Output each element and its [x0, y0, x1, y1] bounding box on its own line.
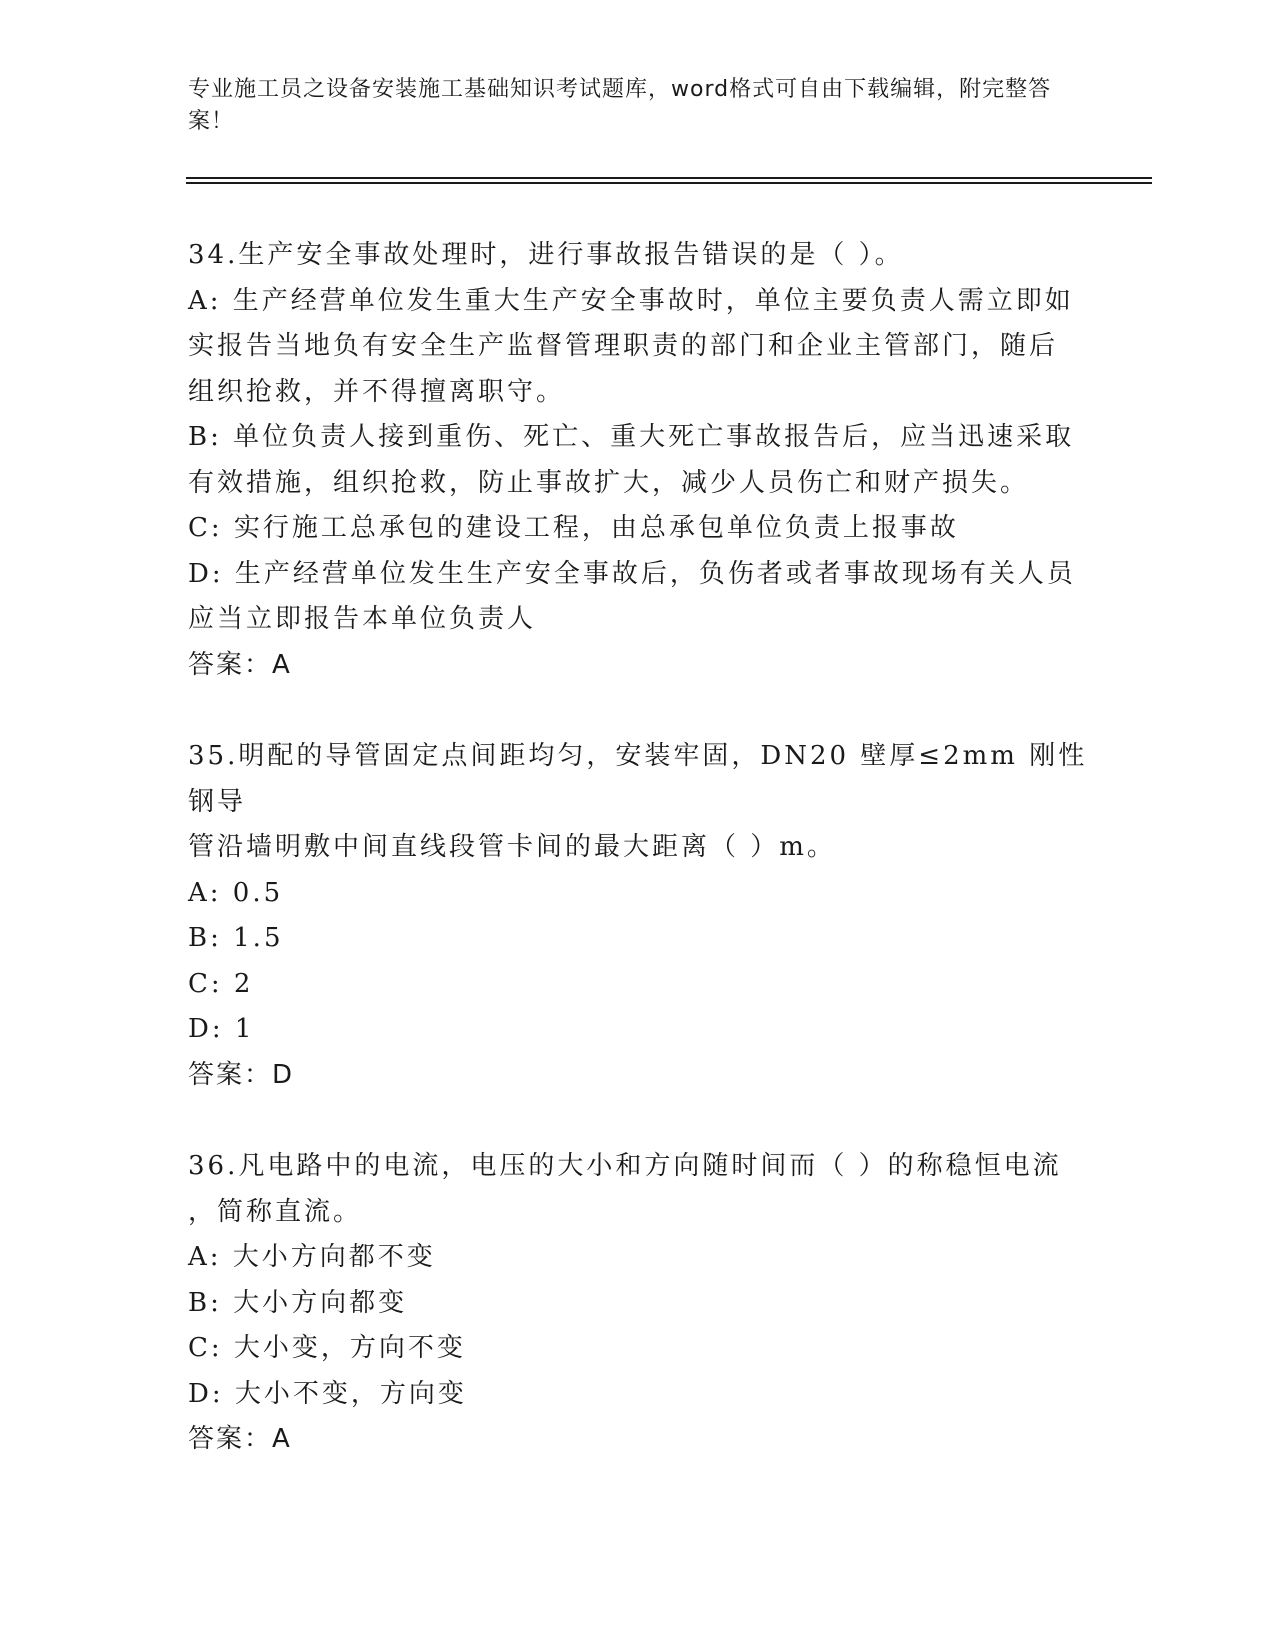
question-34: [188, 233, 1088, 688]
option-a-cont: 实报告当地负有安全生产监督管理职责的部门和企业主管部门，随后: [188, 331, 1059, 361]
document-header: 专业施工员之设备安装施工基础知识考试题库，word格式可自由下载编辑，附完整答案！: [188, 77, 1052, 134]
question-stem-cont: 管沿墙明敷中间直线段管卡间的最大距离（ ）m。: [188, 832, 836, 862]
option-b-cont: 有效措施，组织抢救，防止事故扩大，减少人员伤亡和财产损失。: [188, 467, 1030, 498]
option-d-cont: 应当立即报告本单位负责人: [188, 604, 537, 634]
option-c: C: 2: [188, 968, 254, 999]
question-36: [188, 1144, 1088, 1463]
option-a: A: 大小方向都不变: [188, 1242, 436, 1272]
question-35: [188, 734, 1088, 1098]
question-stem: 36.凡电路中的电流，电压的大小和方向随时间而（ ）的称稳恒电流: [188, 1151, 1062, 1181]
answer-label: 答案：D: [188, 1059, 295, 1090]
option-d: D: 生产经营单位发生生产安全事故后，负伤者或者事故现场有关人员: [188, 558, 1076, 589]
answer-label: 答案：A: [188, 649, 292, 680]
option-c: C: 大小变，方向不变: [188, 1333, 466, 1363]
option-c: C: 实行施工总承包的建设工程，由总承包单位负责上报事故: [188, 513, 959, 543]
option-b: B: 单位负责人接到重伤、死亡、重大死亡事故报告后，应当迅速采取: [188, 422, 1075, 452]
option-b: B: 大小方向都变: [188, 1287, 408, 1318]
answer-label: 答案：A: [188, 1424, 292, 1454]
option-d: D: 大小不变，方向变: [188, 1378, 467, 1409]
option-b: B: 1.5: [188, 923, 284, 953]
option-a: A: 0.5: [188, 877, 284, 908]
option-a: A: 生产经营单位发生重大生产安全事故时，单位主要负责人需立即如: [188, 285, 1074, 316]
question-stem-cont: ，简称直流。: [188, 1196, 363, 1227]
question-stem: 34.生产安全事故处理时，进行事故报告错误的是（ ）。: [188, 240, 904, 270]
option-a-cont: 组织抢救，并不得擅离职守。: [188, 376, 566, 407]
question-list: [188, 233, 1088, 1509]
question-stem: 35.明配的导管固定点间距均匀，安装牢固，DN20 壁厚≤2mm 刚性钢导: [188, 741, 1088, 817]
header-divider-bottom: [186, 182, 1152, 184]
header-divider-top: [186, 177, 1152, 179]
option-d: D: 1: [188, 1014, 255, 1044]
